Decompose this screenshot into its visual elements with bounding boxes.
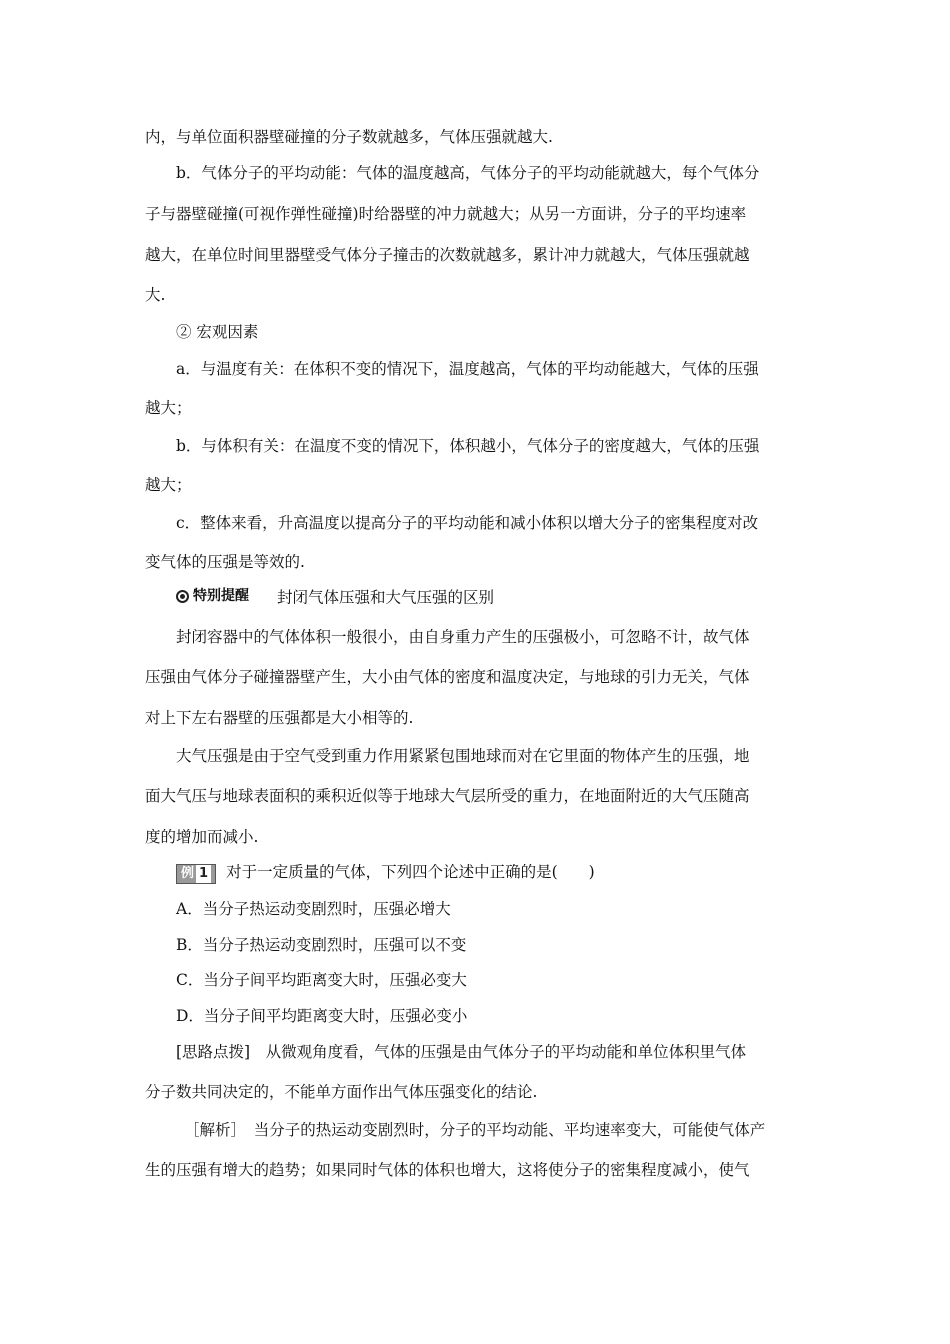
example-question: 例 1 对于一定质量的气体，下列四个论述中正确的是( ) <box>176 862 595 884</box>
analysis-line: ［解析］ 当分子的热运动变剧烈时，分子的平均动能、平均速率变大，可能使气体产 <box>184 1121 766 1139</box>
text-line: b．气体分子的平均动能：气体的温度越高，气体分子的平均动能就越大，每个气体分 <box>176 164 760 182</box>
text-line: 对上下左右器壁的压强都是大小相等的. <box>145 709 414 727</box>
text-line: 越大，在单位时间里器壁受气体分子撞击的次数就越多，累计冲力就越大，气体压强就越 <box>145 246 750 264</box>
text-line: 面大气压与地球表面积的乘积近似等于地球大气层所受的重力，在地面附近的大气压随高 <box>145 787 750 805</box>
option-b: B．当分子热运动变剧烈时，压强可以不变 <box>176 936 467 954</box>
special-note-badge: 特别提醒 <box>176 586 249 606</box>
text-line: 封闭容器中的气体体积一般很小，由自身重力产生的压强极小，可忽略不计，故气体 <box>176 628 750 646</box>
special-note-header <box>176 586 494 608</box>
text-line: 变气体的压强是等效的. <box>145 553 305 571</box>
option-d: D．当分子间平均距离变大时，压强必变小 <box>176 1007 468 1025</box>
special-note-title: 封闭气体压强和大气压强的区别 <box>277 588 495 607</box>
analysis-line: 生的压强有增大的趋势；如果同时气体的体积也增大，这将使分子的密集程度减小，使气 <box>145 1161 750 1179</box>
text-line: 压强由气体分子碰撞器壁产生，大小由气体的密度和温度决定，与地球的引力无关，气体 <box>145 668 750 686</box>
text-line: 大. <box>145 286 166 304</box>
text-line: 内，与单位面积器壁碰撞的分子数就越多，气体压强就越大. <box>145 128 553 146</box>
hint-line: [思路点拨] 从微观角度看，气体的压强是由气体分子的平均动能和单位体积里气体 <box>176 1043 747 1061</box>
text-line: 越大； <box>145 399 192 417</box>
text-line: 大气压强是由于空气受到重力作用紧紧包围地球而对在它里面的物体产生的压强，地 <box>176 747 750 765</box>
text-line: a．与温度有关：在体积不变的情况下，温度越高，气体的平均动能越大，气体的压强 <box>176 360 759 378</box>
text-line: 子与器壁碰撞(可视作弹性碰撞)时给器壁的冲力就越大；从另一方面讲，分子的平均速率 <box>145 205 747 223</box>
text-line: b．与体积有关：在温度不变的情况下，体积越小，气体分子的密度越大，气体的压强 <box>176 437 760 455</box>
hint-line: 分子数共同决定的，不能单方面作出气体压强变化的结论. <box>145 1083 538 1101</box>
example-badge: 例 1 <box>176 864 216 884</box>
text-line: 越大； <box>145 476 192 494</box>
text-line: c．整体来看，升高温度以提高分子的平均动能和减小体积以增大分子的密集程度对改 <box>176 514 759 532</box>
option-a: A．当分子热运动变剧烈时，压强必增大 <box>176 900 451 918</box>
text-line: 度的增加而减小. <box>145 828 259 846</box>
option-c: C．当分子间平均距离变大时，压强必变大 <box>176 971 467 989</box>
target-icon <box>176 590 189 603</box>
text-line: ② 宏观因素 <box>176 323 259 341</box>
